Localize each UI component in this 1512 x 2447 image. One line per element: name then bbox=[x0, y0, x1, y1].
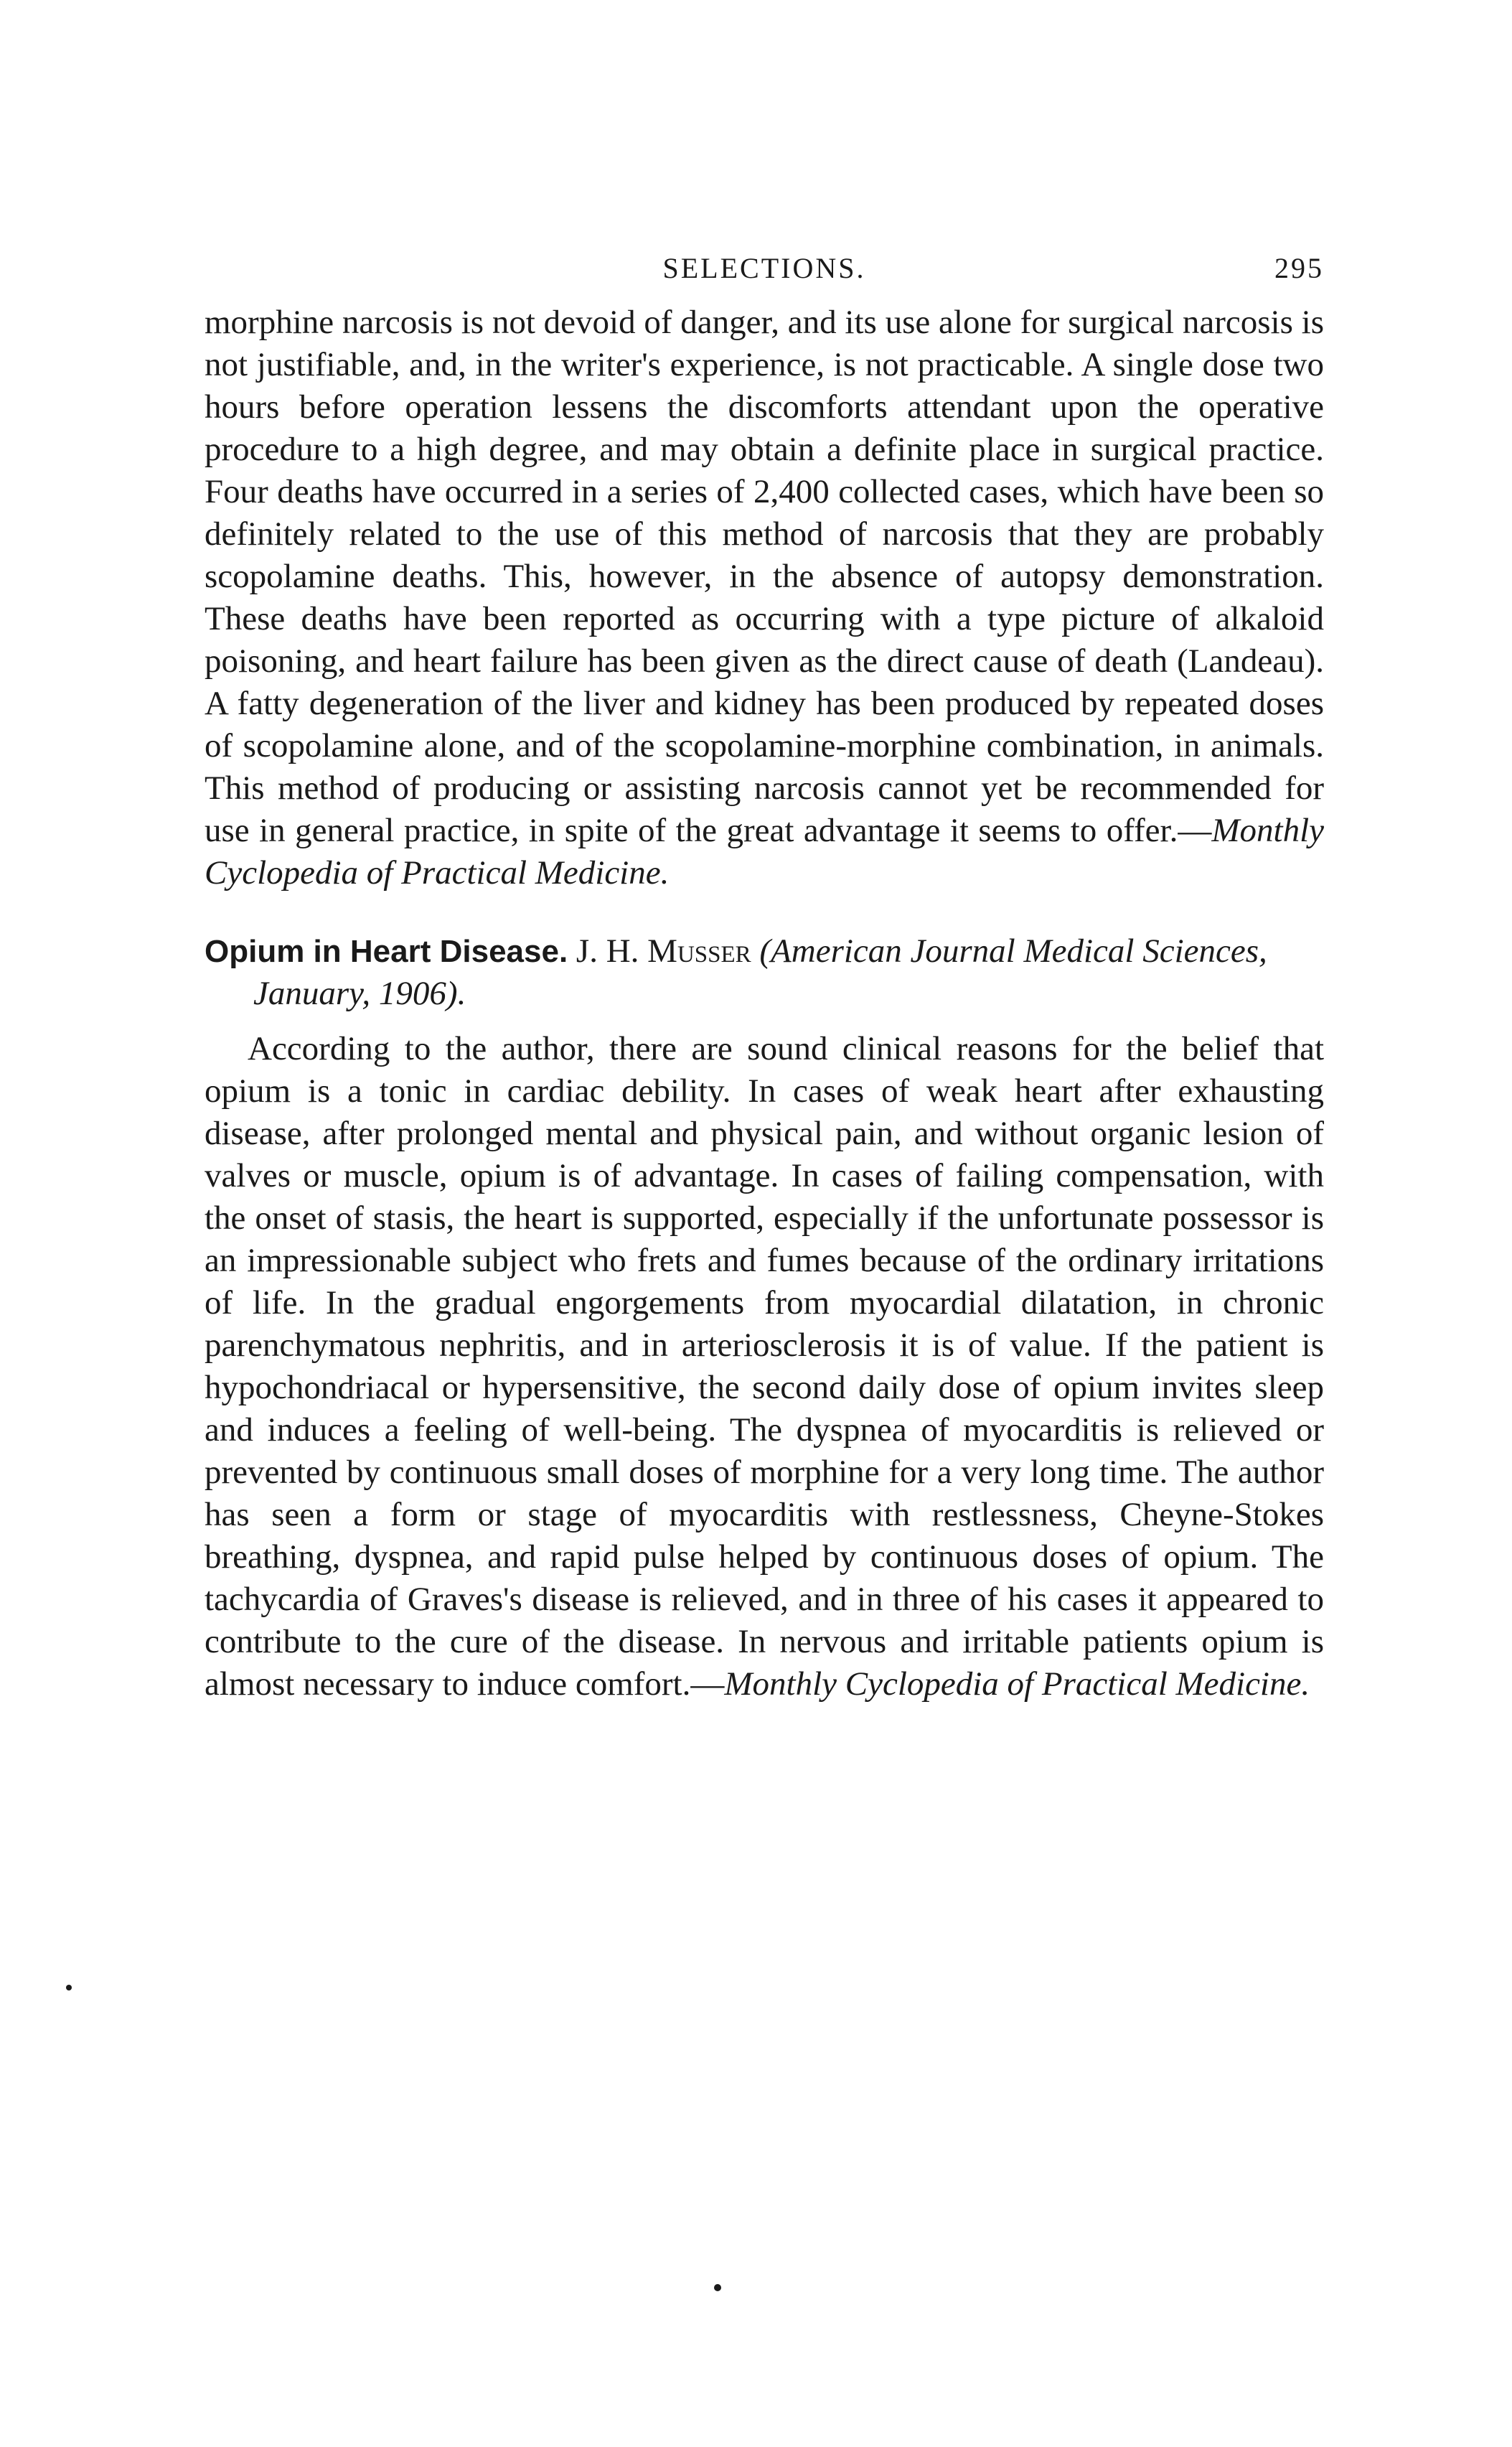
article-citation: (American Journal Medical Sciences, January, 1906). bbox=[253, 932, 1267, 1012]
source-citation: Monthly Cyclopedia of Practical Medicine. bbox=[724, 1665, 1310, 1703]
article-title: Opium in Heart Disease. bbox=[205, 934, 568, 969]
paragraph-text: morphine narcosis is not devoid of danger, and its use alone for surgical narcosis is not justifiable, and, in the writer's experience, is not practicable. A single dose two hours before operation lessens the discomforts attendant upon the operative procedure to a high degree, and may obtain a definite place in surgical practice. Four deaths have occurred in a series of 2,400 collected cases, which have been so definitely related to the use of this method of narcosis that they are probably scopolamine deaths. This, however, in the absence of autopsy demonstration. These deaths have been reported as occurring with a type picture of alkaloid poisoning, and heart failure has been given as the direct cause of death (Landeau). A fatty degeneration of the liver and kidney has been produced by repeated doses of scopolamine alone, and of the scopolamine-morphine combination, in animals. This method of producing or assisting narcosis cannot yet be recommended for use in general practice, in spite of the great advantage it seems to offer.— bbox=[205, 304, 1324, 849]
source-citation: Monthly Cyclopedia of Practical Medicine. bbox=[205, 812, 1324, 892]
page bbox=[205, 251, 1324, 1706]
footer-mark bbox=[714, 2284, 721, 2291]
paragraph-text: According to the author, there are sound clinical reasons for the belief that opium is a tonic in cardiac debility. In cases of weak heart after exhausting disease, after prolonged mental and physical pain, and without organic lesion of valves or muscle, opium is of advantage. In cases of failing compensation, with the onset of stasis, the heart is supported, especially if the unfortunate possessor is an impressionable subject who frets and fumes because of the ordinary irritations of life. In the gradual engorgements from myocardial dilatation, in chronic parenchymatous nephritis, and in arteriosclerosis it is of value. If the patient is hypochondriacal or hypersensitive, the second daily dose of opium invites sleep and induces a feeling of well-being. The dyspnea of myocarditis is relieved or prevented by continuous small doses of morphine for a very long time. The author has seen a form or stage of myocarditis with restlessness, Cheyne-Stokes breathing, dyspnea, and rapid pulse helped by continuous doses of opium. The tachycardia of Graves's disease is relieved, and in three of his cases it appeared to contribute to the cure of the disease. In nervous and irritable patients opium is almost necessary to induce comfort.— bbox=[205, 1030, 1324, 1703]
page-number: 295 bbox=[1274, 252, 1324, 284]
running-head bbox=[205, 251, 1324, 301]
running-title: SELECTIONS. bbox=[662, 252, 866, 284]
paragraph-opium bbox=[205, 1028, 1324, 1706]
paragraph-scopolamine bbox=[205, 301, 1324, 894]
margin-mark bbox=[66, 1985, 72, 1990]
article-heading bbox=[205, 930, 1324, 1015]
article-author: J. H. Musser bbox=[576, 932, 751, 970]
